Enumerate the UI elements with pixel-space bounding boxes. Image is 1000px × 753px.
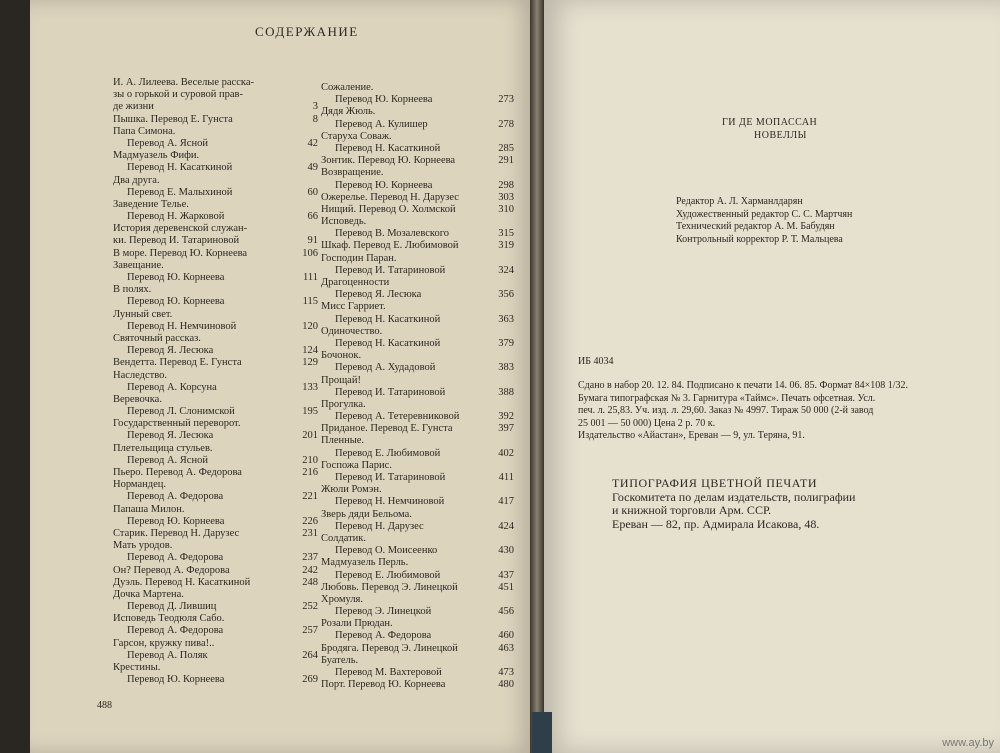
toc-entry-text: Перевод А. Тетеревниковой bbox=[335, 411, 460, 423]
toc-entry-text: Два друга. bbox=[113, 174, 160, 186]
toc-entry-page: 133 bbox=[302, 381, 318, 393]
toc-entry-text: Жюли Ромэн. bbox=[321, 484, 382, 496]
toc-entry-page: 303 bbox=[498, 191, 514, 203]
toc-entry-page: 310 bbox=[498, 203, 514, 215]
toc-entry bbox=[321, 618, 514, 630]
toc-entry bbox=[113, 601, 318, 613]
toc-entry-text: Перевод Э. Линецкой bbox=[335, 606, 432, 618]
toc-entry-text: Государственный переворот. bbox=[113, 418, 241, 430]
toc-entry bbox=[113, 89, 318, 101]
toc-entry bbox=[113, 662, 318, 674]
toc-entry-page: 324 bbox=[498, 264, 514, 276]
toc-entry-text: Перевод О. Моисеенко bbox=[335, 545, 438, 557]
toc-entry-text: Перевод Н. Дарузес bbox=[335, 520, 424, 532]
toc-entry bbox=[321, 192, 514, 204]
toc-entry-text: Перевод Л. Слонимской bbox=[127, 406, 235, 418]
toc-entry-text: Перевод И. Татариновой bbox=[335, 386, 446, 398]
toc-entry-text: Перевод Н. Касаткиной bbox=[335, 142, 441, 154]
toc-entry-page: 257 bbox=[302, 625, 318, 637]
toc-entry bbox=[113, 638, 318, 650]
toc-entry bbox=[113, 479, 318, 491]
toc-entry bbox=[113, 357, 318, 369]
toc-entry bbox=[321, 557, 514, 569]
toc-entry bbox=[113, 138, 318, 150]
toc-entry-page: 456 bbox=[498, 606, 514, 618]
toc-entry-text: Перевод Ю. Корнеева bbox=[127, 674, 225, 686]
toc-entry bbox=[321, 484, 514, 496]
editor-line: Редактор А. Л. Харманлдарян bbox=[676, 196, 803, 207]
toc-entry-text: Нищий. Перевод О. Холмской bbox=[321, 203, 456, 215]
toc-entry bbox=[321, 326, 514, 338]
toc-entry bbox=[321, 509, 514, 521]
toc-entry-text: Перевод Е. Малыхиной bbox=[127, 186, 233, 198]
toc-entry-page: 379 bbox=[498, 337, 514, 349]
toc-entry bbox=[321, 643, 514, 655]
toc-entry-page: 8 bbox=[312, 113, 318, 125]
right-page bbox=[540, 0, 1000, 753]
toc-entry-text: Драгоценности bbox=[321, 277, 390, 288]
toc-entry bbox=[321, 606, 514, 618]
toc-entry-text: Пленные. bbox=[321, 435, 365, 447]
toc-entry bbox=[321, 630, 514, 642]
toc-entry bbox=[321, 399, 514, 411]
typography-title: ТИПОГРАФИЯ ЦВЕТНОЙ ПЕЧАТИ bbox=[612, 476, 818, 490]
toc-entry bbox=[113, 235, 318, 247]
toc-entry bbox=[113, 540, 318, 552]
toc-entry bbox=[113, 126, 318, 138]
toc-entry-page: 424 bbox=[498, 520, 514, 532]
toc-entry bbox=[321, 106, 514, 118]
toc-entry bbox=[321, 655, 514, 667]
toc-entry-page: 451 bbox=[498, 581, 514, 593]
toc-entry-text: Перевод Е. Любимовой bbox=[335, 569, 441, 581]
toc-entry-text: Перевод Ю. Корнеева bbox=[127, 272, 225, 283]
toc-entry-page: 252 bbox=[302, 601, 318, 613]
toc-entry-text: Мадмуазель Фифи. bbox=[113, 150, 200, 162]
toc-entry-page: 397 bbox=[498, 423, 514, 435]
toc-entry-page: 269 bbox=[302, 674, 318, 686]
toc-entry-text: зы о горькой и суровой прав- bbox=[113, 89, 243, 101]
toc-entry-text: Приданое. Перевод Е. Гунста bbox=[321, 423, 453, 435]
toc-entry-text: Крестины. bbox=[113, 662, 161, 673]
toc-entry-text: Розали Прюдан. bbox=[321, 618, 393, 630]
typography-line: Ереван — 82, пр. Адмирала Исакова, 48. bbox=[612, 516, 820, 531]
toc-entry bbox=[113, 430, 318, 442]
toc-entry-text: Перевод А. Поляк bbox=[127, 649, 208, 661]
toc-entry bbox=[113, 187, 318, 199]
page-number: 488 bbox=[97, 700, 112, 711]
toc-entry-page: 226 bbox=[302, 515, 318, 527]
toc-entry bbox=[321, 594, 514, 606]
toc-entry-text: Исповедь. bbox=[321, 216, 367, 228]
toc-entry-page: 285 bbox=[498, 142, 514, 154]
toc-entry-text: Перевод Е. Любимовой bbox=[335, 447, 441, 459]
toc-entry-page: 195 bbox=[302, 406, 318, 418]
toc-entry bbox=[321, 216, 514, 228]
toc-entry-text: Перевод Ю. Корнеева bbox=[335, 179, 433, 191]
toc-entry-text: Лунный свет. bbox=[113, 308, 173, 320]
toc-entry bbox=[113, 248, 318, 260]
toc-entry bbox=[321, 265, 514, 277]
toc-entry bbox=[113, 370, 318, 382]
toc-entry-text: Перевод Н. Касаткиной bbox=[127, 162, 233, 174]
toc-entry-page: 111 bbox=[303, 272, 318, 283]
toc-entry bbox=[321, 448, 514, 460]
toc-entry bbox=[113, 272, 318, 284]
toc-entry bbox=[321, 143, 514, 155]
editors-block bbox=[676, 196, 852, 246]
toc-entry bbox=[321, 545, 514, 557]
toc-entry-page: 49 bbox=[307, 162, 318, 174]
toc-entry-text: Перевод Я. Лесюка bbox=[127, 345, 214, 357]
toc-entry-page: 210 bbox=[302, 454, 318, 466]
toc-entry-page: 402 bbox=[498, 447, 514, 459]
print-line: Сдано в набор 20. 12. 84. Подписано к печати 14. 06. 85. Формат 84×108 1/32. bbox=[578, 380, 909, 391]
toc-entry-text: Святочный рассказ. bbox=[113, 332, 201, 344]
toc-entry-text: Дочка Мартена. bbox=[113, 588, 184, 600]
book-spine bbox=[530, 0, 544, 753]
toc-entry bbox=[321, 180, 514, 192]
toc-entry-text: Вендетта. Перевод Е. Гунста bbox=[113, 357, 242, 369]
toc-entry-text: И. А. Лилеева. Веселые расска- bbox=[113, 77, 254, 88]
toc-entry-text: Папаша Милон. bbox=[113, 503, 185, 515]
print-details bbox=[578, 380, 990, 443]
toc-entry bbox=[321, 314, 514, 326]
toc-entry-text: Бродяга. Перевод Э. Линецкой bbox=[321, 642, 458, 654]
toc-entry-page: 201 bbox=[302, 430, 318, 442]
toc-entry-text: Старуха Соваж. bbox=[321, 130, 392, 142]
toc-entry bbox=[321, 667, 514, 679]
toc-entry-text: Буатель. bbox=[321, 654, 359, 666]
toc-entry bbox=[113, 504, 318, 516]
toc-entry-text: В море. Перевод Ю. Корнеева bbox=[113, 247, 248, 259]
book-genre: НОВЕЛЛЫ bbox=[754, 129, 807, 141]
toc-entry bbox=[321, 411, 514, 423]
toc-entry bbox=[113, 552, 318, 564]
toc-entry-text: Дуэль. Перевод Н. Касаткиной bbox=[113, 576, 251, 588]
toc-entry-text: История деревенской служан- bbox=[113, 223, 248, 235]
toc-entry-text: Прощай! bbox=[321, 374, 361, 386]
toc-entry-text: Перевод Н. Немчиновой bbox=[335, 496, 445, 508]
toc-entry bbox=[321, 679, 514, 691]
imprint-heading bbox=[722, 117, 817, 142]
toc-entry bbox=[321, 533, 514, 545]
toc-entry-page: 273 bbox=[498, 94, 514, 106]
toc-entry-text: ки. Перевод И. Татариновой bbox=[113, 235, 240, 247]
toc-entry bbox=[113, 284, 318, 296]
toc-entry-page: 291 bbox=[498, 155, 514, 167]
toc-entry-page: 242 bbox=[302, 564, 318, 576]
toc-entry-text: Мадмуазель Перль. bbox=[321, 557, 409, 569]
spine-foot bbox=[532, 712, 552, 753]
toc-entry-text: Перевод А. Федорова bbox=[127, 491, 224, 503]
toc-entry-text: В полях. bbox=[113, 284, 152, 296]
toc-entry-page: 278 bbox=[498, 118, 514, 130]
toc-entry-text: Мать уродов. bbox=[113, 540, 173, 552]
author-name: ГИ ДЕ МОПАССАН bbox=[722, 117, 818, 128]
editor-line: Технический редактор А. М. Бабудян bbox=[676, 221, 835, 232]
toc-entry bbox=[321, 387, 514, 399]
toc-entry-text: Перевод А. Ясной bbox=[127, 137, 208, 149]
toc-entry bbox=[113, 467, 318, 479]
toc-entry bbox=[321, 301, 514, 313]
toc-entry-text: Перевод Н. Касаткиной bbox=[335, 337, 441, 349]
toc-entry-text: Госпожа Парис. bbox=[321, 459, 392, 471]
toc-entry-text: Сожаление. bbox=[321, 82, 374, 93]
toc-entry bbox=[321, 228, 514, 240]
toc-entry bbox=[113, 406, 318, 418]
toc-entry bbox=[113, 418, 318, 430]
toc-entry-text: Перевод И. Татариновой bbox=[335, 264, 446, 276]
toc-entry-text: Перевод Н. Жарковой bbox=[127, 211, 225, 223]
toc-entry bbox=[113, 199, 318, 211]
toc-entry-text: Старик. Перевод Н. Дарузес bbox=[113, 527, 240, 539]
toc-entry-page: 129 bbox=[302, 357, 318, 369]
toc-entry-page: 106 bbox=[302, 247, 318, 259]
toc-entry bbox=[321, 131, 514, 143]
toc-entry bbox=[321, 350, 514, 362]
toc-entry bbox=[113, 114, 318, 126]
toc-entry-text: Пьеро. Перевод А. Федорова bbox=[113, 467, 242, 478]
toc-entry-text: Перевод А. Худадовой bbox=[335, 362, 436, 374]
toc-entry-text: Перевод Ю. Корнеева bbox=[127, 296, 225, 308]
toc-entry-page: 298 bbox=[498, 179, 514, 191]
toc-entry-text: Зверь дяди Бельома. bbox=[321, 508, 412, 520]
print-line: Бумага типографская № 3. Гарнитура «Таймс». Печать офсетная. Усл. bbox=[578, 392, 876, 404]
toc-entry-page: 411 bbox=[498, 472, 514, 483]
toc-entry-text: Перевод Н. Касаткиной bbox=[335, 313, 441, 325]
toc-entry-page: 473 bbox=[498, 667, 514, 678]
toc-entry-page: 392 bbox=[498, 411, 514, 423]
typography-line: и книжной торговли Арм. ССР. bbox=[612, 503, 772, 517]
toc-entry-page: 3 bbox=[312, 101, 318, 113]
toc-entry-page: 463 bbox=[498, 642, 514, 654]
toc-entry-text: Хромуля. bbox=[321, 593, 364, 605]
toc-entry bbox=[321, 119, 514, 131]
toc-entry bbox=[113, 455, 318, 467]
toc-entry bbox=[321, 253, 514, 265]
toc-entry-page: 60 bbox=[307, 186, 318, 198]
toc-entry bbox=[321, 94, 514, 106]
toc-entry bbox=[321, 496, 514, 508]
toc-entry-page: 42 bbox=[307, 137, 318, 149]
toc-entry bbox=[113, 382, 318, 394]
toc-entry-page: 120 bbox=[302, 320, 318, 332]
toc-entry bbox=[321, 435, 514, 447]
toc-entry bbox=[113, 625, 318, 637]
toc-left-column bbox=[113, 77, 318, 686]
toc-entry-text: Исповедь Теодюля Сабо. bbox=[113, 613, 225, 625]
toc-entry-text: Нормандец. bbox=[113, 479, 167, 491]
toc-entry-page: 319 bbox=[498, 240, 514, 252]
toc-entry-text: Дядя Жюль. bbox=[321, 106, 376, 118]
toc-entry bbox=[113, 613, 318, 625]
toc-entry-text: Перевод М. Вахтеровой bbox=[335, 667, 442, 678]
toc-entry bbox=[321, 423, 514, 435]
toc-entry bbox=[113, 565, 318, 577]
toc-entry-page: 231 bbox=[302, 527, 318, 539]
toc-entry-text: Перевод А. Федорова bbox=[127, 552, 224, 564]
toc-entry-text: Ожерелье. Перевод Н. Дарузес bbox=[321, 191, 459, 203]
toc-entry-page: 115 bbox=[302, 296, 318, 308]
toc-entry bbox=[113, 296, 318, 308]
toc-entry-page: 363 bbox=[498, 313, 514, 325]
print-line: Издательство «Айастан», Ереван — 9, ул. Теряна, 91. bbox=[578, 430, 805, 441]
toc-entry bbox=[113, 394, 318, 406]
toc-entry-text: Любовь. Перевод Э. Линецкой bbox=[321, 581, 458, 593]
toc-entry-text: Перевод Ю. Корнеева bbox=[127, 515, 225, 527]
toc-entry bbox=[113, 223, 318, 235]
toc-entry bbox=[113, 577, 318, 589]
toc-entry bbox=[113, 162, 318, 174]
toc-entry bbox=[113, 309, 318, 321]
toc-entry-text: Одиночество. bbox=[321, 325, 383, 337]
toc-entry-page: 430 bbox=[498, 545, 514, 557]
toc-entry bbox=[321, 375, 514, 387]
toc-entry-page: 480 bbox=[498, 679, 514, 691]
toc-entry bbox=[113, 589, 318, 601]
toc-right-column bbox=[321, 82, 514, 691]
toc-entry-page: 124 bbox=[302, 345, 318, 357]
toc-entry bbox=[321, 472, 514, 484]
toc-entry bbox=[113, 333, 318, 345]
toc-entry-text: Перевод Я. Лесюка bbox=[127, 430, 214, 442]
toc-entry bbox=[113, 260, 318, 272]
toc-entry-text: Перевод А. Федорова bbox=[335, 630, 432, 642]
toc-entry bbox=[321, 204, 514, 216]
toc-entry bbox=[321, 277, 514, 289]
toc-entry-text: Наследство. bbox=[113, 369, 168, 381]
toc-entry-text: Бочонок. bbox=[321, 350, 362, 362]
toc-entry bbox=[321, 338, 514, 350]
toc-entry bbox=[113, 150, 318, 162]
toc-entry bbox=[321, 82, 514, 94]
toc-entry-page: 388 bbox=[498, 386, 514, 398]
toc-entry-page: 237 bbox=[302, 552, 318, 564]
toc-entry-text: Перевод А. Ясной bbox=[127, 454, 208, 466]
toc-entry-text: Перевод Д. Лившиц bbox=[127, 601, 217, 613]
toc-entry-text: Перевод И. Татариновой bbox=[335, 472, 446, 483]
toc-entry-page: 91 bbox=[307, 235, 318, 247]
toc-entry-text: Гарсон, кружку пива!.. bbox=[113, 637, 215, 649]
toc-entry-text: Заведение Телье. bbox=[113, 198, 189, 210]
toc-entry-page: 437 bbox=[498, 569, 514, 581]
toc-entry-text: Пышка. Перевод Е. Гунста bbox=[113, 113, 233, 125]
toc-entry bbox=[321, 167, 514, 179]
toc-entry-text: Возвращение. bbox=[321, 167, 384, 179]
toc-entry-text: Перевод А. Корсуна bbox=[127, 381, 217, 393]
toc-entry bbox=[113, 77, 318, 89]
toc-entry bbox=[113, 650, 318, 662]
toc-entry-page: 66 bbox=[307, 211, 318, 223]
toc-entry-text: Порт. Перевод Ю. Корнеева bbox=[321, 679, 446, 691]
toc-entry-page: 460 bbox=[498, 630, 514, 642]
toc-title: СОДЕРЖАНИЕ bbox=[255, 24, 359, 39]
toc-entry bbox=[321, 362, 514, 374]
toc-entry-text: Плетельщица стульев. bbox=[113, 442, 213, 454]
toc-entry-text: Зонтик. Перевод Ю. Корнеева bbox=[321, 155, 456, 167]
typography-block bbox=[612, 477, 855, 531]
toc-entry-page: 315 bbox=[498, 228, 514, 240]
toc-entry-text: Завещание. bbox=[113, 259, 164, 271]
toc-entry-page: 417 bbox=[498, 496, 514, 508]
toc-entry-text: Перевод А. Кулишер bbox=[335, 118, 428, 130]
toc-entry-text: Господин Паран. bbox=[321, 252, 397, 264]
toc-entry-text: Перевод Н. Немчиновой bbox=[127, 320, 237, 332]
toc-entry bbox=[113, 101, 318, 113]
toc-entry-text: Перевод В. Мозалевского bbox=[335, 228, 450, 240]
toc-entry bbox=[113, 443, 318, 455]
editor-line: Художественный редактор С. С. Мартчян bbox=[676, 208, 853, 220]
toc-entry-page: 248 bbox=[302, 576, 318, 588]
toc-entry bbox=[321, 289, 514, 301]
ib-number: ИБ 4034 bbox=[578, 356, 614, 367]
toc-entry bbox=[113, 211, 318, 223]
toc-entry bbox=[113, 345, 318, 357]
toc-entry bbox=[113, 516, 318, 528]
toc-entry bbox=[321, 240, 514, 252]
toc-entry-page: 356 bbox=[498, 289, 514, 301]
toc-entry-text: Папа Симона. bbox=[113, 125, 176, 137]
toc-entry bbox=[321, 155, 514, 167]
toc-entry bbox=[321, 521, 514, 533]
toc-entry bbox=[321, 582, 514, 594]
toc-entry-page: 264 bbox=[302, 649, 318, 661]
toc-entry bbox=[321, 460, 514, 472]
toc-entry bbox=[113, 321, 318, 333]
print-line: печ. л. 25,83. Уч. изд. л. 29,60. Заказ № 4997. Тираж 50 000 (2-й завод bbox=[578, 405, 874, 416]
toc-entry bbox=[113, 674, 318, 686]
toc-entry-text: Перевод Ю. Корнеева bbox=[335, 94, 433, 106]
toc-entry-text: Он? Перевод А. Федорова bbox=[113, 564, 230, 576]
toc-entry-text: Шкаф. Перевод Е. Любимовой bbox=[321, 240, 459, 252]
toc-entry-text: Перевод А. Федорова bbox=[127, 625, 224, 637]
toc-entry bbox=[113, 528, 318, 540]
toc-entry-text: Солдатик. bbox=[321, 532, 367, 544]
toc-entry-text: де жизни bbox=[113, 101, 154, 113]
toc-entry-page: 216 bbox=[302, 467, 318, 478]
toc-entry-text: Мисс Гарриет. bbox=[321, 301, 386, 313]
toc-entry-text: Веревочка. bbox=[113, 393, 162, 405]
toc-entry bbox=[113, 491, 318, 503]
toc-entry bbox=[321, 570, 514, 582]
typography-line: Госкомитета по делам издательств, полиграфии bbox=[612, 489, 856, 504]
toc-entry-text: Перевод Я. Лесюка bbox=[335, 289, 422, 301]
toc-entry bbox=[113, 175, 318, 187]
toc-entry-text: Прогулка. bbox=[321, 398, 366, 410]
toc-entry-page: 383 bbox=[498, 362, 514, 374]
watermark: www.ay.by bbox=[942, 737, 994, 749]
editor-line: Контрольный корректор Р. Т. Мальцева bbox=[676, 233, 843, 245]
toc-entry-page: 221 bbox=[302, 491, 318, 503]
print-line: 25 001 — 50 000) Цена 2 р. 70 к. bbox=[578, 417, 716, 429]
